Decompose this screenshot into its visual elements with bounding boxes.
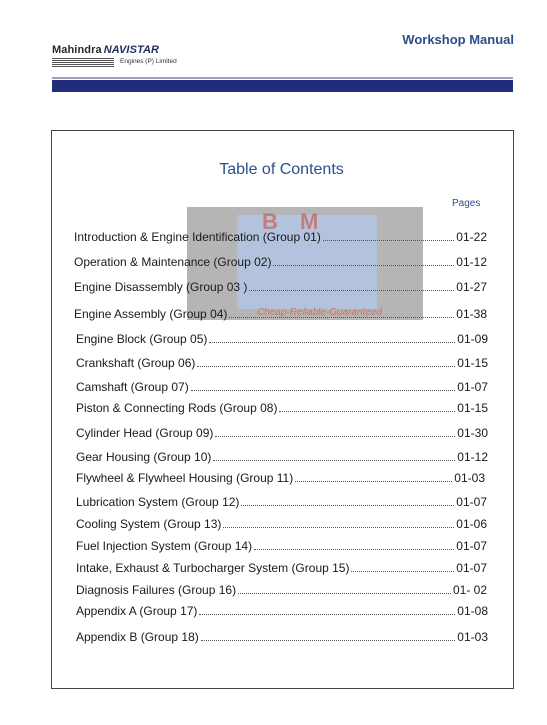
dot-leader [229,317,454,318]
company-logo [52,44,187,70]
logo-subtitle: Engines (P) Limited [120,58,177,65]
toc-entry [76,539,487,555]
dot-leader [209,342,455,343]
toc-entry-label: Cylinder Head (Group 09) [76,426,214,440]
watermark-tagline: Cheap-Reliable-Guaranteed [257,307,383,318]
toc-entry-page: 01-38 [456,307,487,321]
dot-leader [199,614,455,615]
header-thin-rule [52,77,513,79]
pages-column-label: Pages [452,198,481,209]
toc-entry-label: Engine Block (Group 05) [76,332,208,346]
toc-entry-page: 01-15 [457,401,488,415]
watermark-logo: B M [262,209,327,234]
toc-entry-page: 01-07 [456,495,487,509]
toc-entry-label: Diagnosis Failures (Group 16) [76,583,237,597]
toc-entry [76,471,485,487]
toc-entry [76,450,488,466]
toc-entry [74,255,487,271]
toc-entry [76,517,487,533]
dot-leader [191,390,456,391]
toc-entry [74,280,487,296]
toc-entry [76,401,488,417]
dot-leader [273,265,454,266]
toc-entry [76,495,487,511]
toc-entry-label: Engine Assembly (Group 04) [74,307,228,321]
toc-entry [76,380,488,396]
dot-leader [201,640,456,641]
dot-leader [254,549,454,550]
toc-entry-page: 01-08 [457,604,488,618]
toc-entry-page: 01-09 [457,332,488,346]
toc-entry [76,356,488,372]
header-bar [52,80,513,92]
toc-entry-label: Crankshaft (Group 06) [76,356,196,370]
dot-leader [223,527,454,528]
dot-leader [249,290,454,291]
toc-entry-label: Lubrication System (Group 12) [76,495,240,509]
logo-stripes [52,58,114,67]
toc-entry-page: 01-12 [457,450,488,464]
toc-entry-label: Camshaft (Group 07) [76,380,189,394]
toc-entry [74,307,487,323]
toc-entry-page: 01-03 [457,630,488,644]
toc-entry-page: 01-07 [457,380,488,394]
toc-entry [76,426,488,442]
toc-entry-label: Introduction & Engine Identification (Group 01) [74,230,321,244]
toc-entry-page: 01-12 [456,255,487,269]
toc-entry-page: 01-03 [454,471,485,485]
toc-entry [76,332,488,348]
toc-entry-page: 01- 02 [452,583,487,597]
dot-leader [295,481,452,482]
toc-entry [74,230,487,246]
toc-entry-page: 01-27 [456,280,487,294]
toc-entry-label: Cooling System (Group 13) [76,517,222,531]
toc-entry [76,561,487,577]
logo-navistar: NAVISTAR [103,44,160,56]
toc-entry [76,630,488,646]
logo-mahindra: Mahindra [52,44,102,56]
toc-entry-page: 01-07 [456,539,487,553]
toc-entry-label: Appendix B (Group 18) [76,630,199,644]
toc-entry-label: Intake, Exhaust & Turbocharger System (Group 15) [76,561,350,575]
toc-entry-page: 01-22 [456,230,487,244]
manual-title: Workshop Manual [402,32,514,47]
dot-leader [213,460,455,461]
toc-entry [76,604,488,620]
toc-title: Table of Contents [219,161,344,178]
toc-entry-label: Piston & Connecting Rods (Group 08) [76,401,278,415]
toc-entry-label: Gear Housing (Group 10) [76,450,212,464]
toc-entry-label: Engine Disassembly (Group 03 ) [74,280,248,294]
dot-leader [241,505,454,506]
dot-leader [279,411,455,412]
toc-entry-page: 01-15 [457,356,488,370]
dot-leader [197,366,455,367]
toc-entry-label: Operation & Maintenance (Group 02) [74,255,272,269]
dot-leader [351,571,454,572]
dot-leader [238,593,451,594]
dot-leader [323,240,454,241]
dot-leader [215,436,455,437]
toc-entry-page: 01-06 [456,517,487,531]
toc-entry-label: Flywheel & Flywheel Housing (Group 11) [76,471,294,485]
toc-entry-label: Appendix A (Group 17) [76,604,198,618]
toc-entry-page: 01-30 [457,426,488,440]
toc-entry-label: Fuel Injection System (Group 14) [76,539,253,553]
toc-entry [76,583,487,599]
toc-entry-page: 01-07 [456,561,487,575]
